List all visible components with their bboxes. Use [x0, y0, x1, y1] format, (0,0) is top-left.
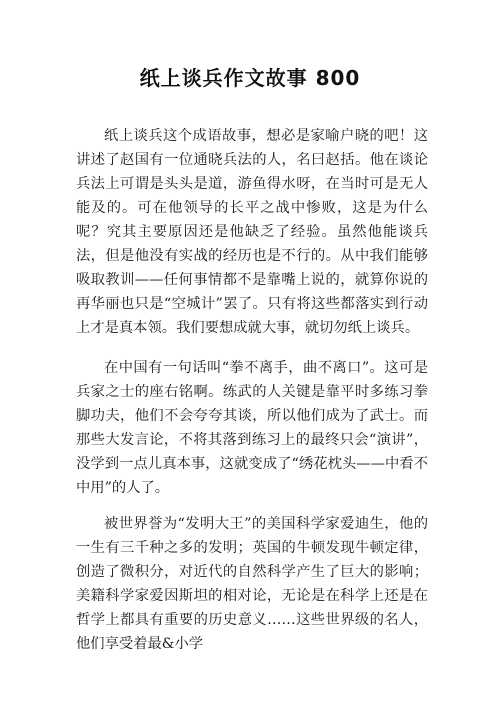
paragraph-2: 在中国有一句话叫“拳不离手，曲不离口”。这可是兵家之士的座右铭啊。练武的人关键是靠平时多练习拳脚功夫，他们不会夸夸其谈，所以他们成为了武士。而那些大发言论，不将其落到练习上的最终只会“演讲”，没学到一点儿真本事，这就变成了“绣花枕头——中看不中用”的人了。 — [76, 360, 428, 496]
page-title: 纸上谈兵作文故事 800 — [139, 66, 361, 90]
paragraph-1: 纸上谈兵这个成语故事，想必是家喻户晓的吧！这讲述了赵国有一位通晓兵法的人，名曰赵括。他在谈论兵法上可谓是头头是道，游鱼得水呀，在当时可是无人能及的。可在他领导的长平之战中惨败，这是为什么呢？究其主要原因还是他缺乏了经验。虽然他能谈兵法，但是他没有实战的经历也是不行的。从中我们能够吸取教训——任何事情都不是靠嘴上说的，就算你说的再华丽也只是“空城计”罢了。只有将这些都落实到行动上才是真本领。我们要想成就大事，就切勿纸上谈兵。 — [76, 128, 428, 336]
paragraph-3: 被世界誉为“发明大王”的美国科学家爱迪生，他的一生有三千种之多的发明；英国的牛顿发现牛顿定律，创造了微积分，对近代的自然科学产生了巨大的影响；美籍科学家爱因斯坦的相对论，无论是在科学上还是在哲学上都具有重要的历史意义……这些世界级的名人，他们享受着最&小学 — [76, 516, 428, 652]
